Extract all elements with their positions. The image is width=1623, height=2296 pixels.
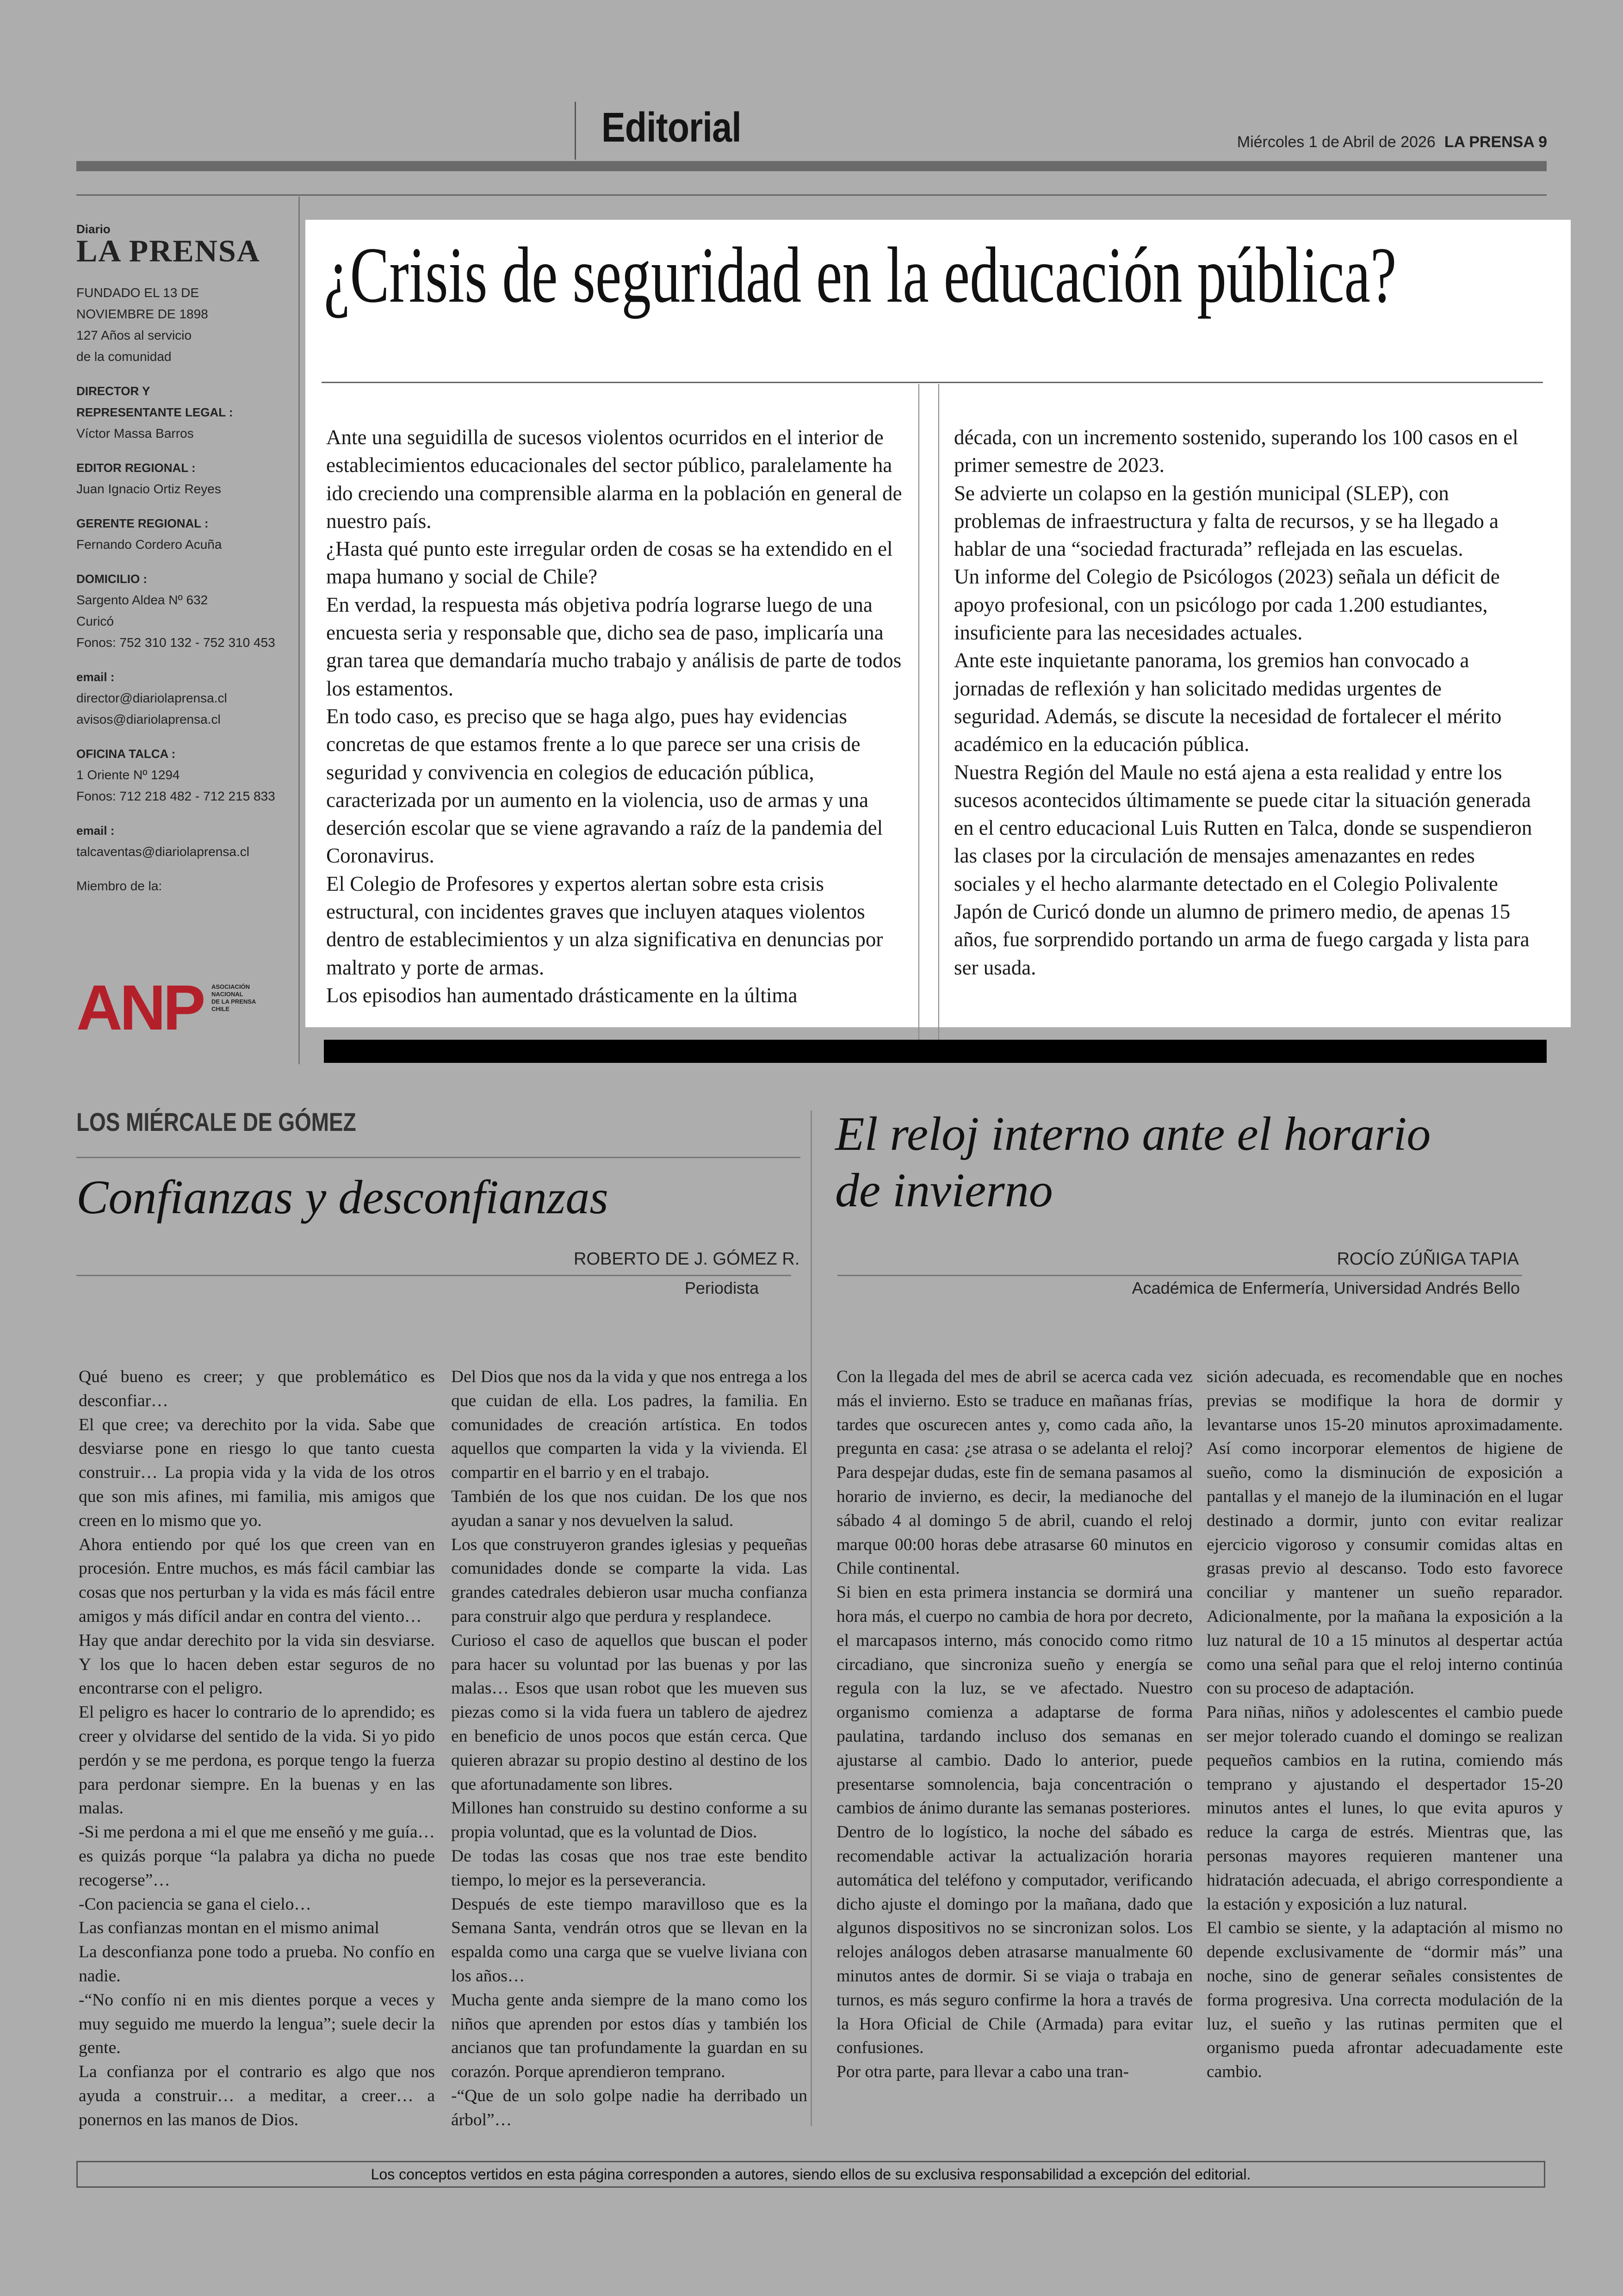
email-label: email :: [76, 670, 115, 684]
header-dateline: [1237, 133, 1547, 151]
paragraph: La confianza por el contrario es algo que nos ayuda a construir… a meditar, a creer… a ponernos en las manos de Dios.: [79, 2062, 435, 2129]
anp-logo-sub: ASOCIACIÓN: [211, 983, 250, 990]
anp-logo-text: ANP: [76, 974, 203, 1041]
editorial-column-divider: [938, 384, 939, 1041]
address-phone: Fonos: 752 310 132 - 752 310 453: [76, 635, 275, 650]
header-rule: [76, 194, 1547, 196]
section-label: Editorial: [601, 105, 741, 151]
paragraph: sición adecuada, es recomendable que en noches previas se modifique la hora de dormir y levantarse unos 15-20 minutos aproximadamente. Así como incorporar elementos de higiene de sueño, como la disminución de exposición a pantallas y el manejo de la iluminación en el lugar destinado a dormir, junto con evitar realizar ejercicio vigoroso y consumir comidas altas en grasas previo al descanso. Todo esto favorece conciliar y mantener un sueño reparador. Adicionalmente, por la mañana la exposición a la luz natural de 10 a 15 minutos al despertar actúa como una señal para que el reloj interno continúa con su proceso de adaptación.: [1207, 1367, 1563, 1698]
paragraph: Ante una seguidilla de sucesos violentos ocurridos en el interior de establecimientos educacionales del sector público, paralelamente ha ido creciendo una comprensible alarma en la población en general de nuestro país.: [326, 426, 902, 533]
page-center-divider: [811, 1111, 812, 2126]
column-headline: Confianzas y desconfianzas: [76, 1171, 608, 1224]
paragraph: Ahora entiendo por qué los que creen van en procesión. Entre muchos, es más fácil cambiar las cosas que nos perturban y la vida es más fácil entre amigos y más difícil andar en contra del viento…: [79, 1535, 435, 1626]
paragraph: Curioso el caso de aquellos que buscan el poder para hacer su voluntad por las buenas y por las malas… Esos que usan robot que les mueven sus piezas como si la vida fuera un tablero de ajedrez en beneficio de unos pocos que están cerca. Que quieren abrazar su propio destino al destino de los que afortunadamente son libres.: [451, 1631, 807, 1794]
email-link[interactable]: talcaventas@diariolaprensa.cl: [76, 844, 249, 859]
paragraph: Con la llegada del mes de abril se acerca cada vez más el invierno. Esto se traduce en mañanas frías, tardes que oscurecen antes y, como cada año, la pregunta en casa: ¿se atrasa o se adelanta el reloj? Para despejar dudas, este fin de semana pasamos al horario de invierno, es decir, la medianoche del sábado 4 al domingo 5 de abril, cuando el reloj marque 00:00 horas debe atrasarse 60 minutos en Chile continental.: [836, 1367, 1193, 1578]
footer-disclaimer: Los conceptos vertidos en esta página corresponden a autores, siendo ellos de su exclusiva responsabilidad a excepción del editorial.: [76, 2161, 1545, 2188]
masthead-title: LA PRENSA: [76, 233, 260, 268]
editorial-column-2: [954, 423, 1532, 981]
paragraph: Los episodios han aumentado drásticamente en la última: [326, 983, 798, 1007]
editorial-rule: [322, 382, 1543, 383]
header-page-number: LA PRENSA 9: [1444, 133, 1547, 151]
paragraph: El peligro es hacer lo contrario de lo aprendido; es creer y olvidarse del sentido de la vida. Si yo pido perdón y se me perdona, es porque tengo la fuerza para perdonar siempre. En la buenas y en las malas.: [79, 1703, 435, 1818]
paragraph: Del Dios que nos da la vida y que nos entrega a los que cuidan de ella. Los padres, la familia. En comunidades de creación artística. En todos aquellos que comparten la vida y la vivienda. El compartir en el barrio y en el trabajo.: [451, 1367, 807, 1483]
column-left-text-2: [451, 1365, 807, 2132]
editorial-column-divider: [918, 384, 919, 1041]
director-label: DIRECTOR Y: [76, 384, 150, 398]
paragraph: Mucha gente anda siempre de la mano como los niños que aprenden por estos días y también los ancianos que tan profundamente la guardan en su corazón. Porque aprendieron temprano.: [451, 1990, 807, 2082]
column-kicker: LOS MIÉRCALE DE GÓMEZ: [76, 1107, 356, 1136]
header-date: Miércoles 1 de Abril de 2026: [1237, 133, 1436, 151]
paragraph: Dentro de lo logístico, la noche del sábado es recomendable activar la actualización horaria automática del teléfono y computador, verificando dicho ajuste el domingo por la mañana, dado que algunos dispositivos no se sincronizan solos. Los relojes análogos deben atrasarse manualmente 60 minutos antes de dormir. Si se viaja o trabaja en turnos, es más seguro confirme la hora a través de la Hora Oficial de Chile (Armada) para evitar confusiones.: [836, 1823, 1193, 2058]
paragraph: Si bien en esta primera instancia se dormirá una hora más, el cuerpo no cambia de hora por decreto, el marcapasos interno, más conocido como ritmo circadiano, que sincroniza sueño y energía se regula con la luz, se ve afectado. Nuestro organismo comienza a adaptarse de forma paulatina, tardando incluso dos semanas en ajustarse al cambio. Dado lo anterior, puede presentarse somnolencia, baja concentración o cambios de ánimo durante las semanas posteriores.: [836, 1583, 1193, 1818]
paragraph: Las confianzas montan en el mismo animal: [79, 1918, 379, 1938]
sidebar-divider: [298, 197, 300, 1064]
paragraph: Se advierte un colapso en la gestión municipal (SLEP), con problemas de infraestructura y falta de recursos, y se ha llegado a hablar de una “sociedad fracturada” reflejada en las escuelas.: [954, 481, 1499, 561]
founded-line: 127 Años al servicio: [76, 328, 192, 342]
paragraph: Para niñas, niños y adolescentes el cambio puede ser mejor tolerado cuando el domingo se realizan pequeños cambios en la rutina, comiendo más temprano y ajustando el despertador 15-20 minutos antes el lunes, lo que evita apuros y reduce la carga de estrés. Mientras que, las personas mayores requieren mantener una hidratación adecuada, el abrigo correspondiente a la estación y exposición a luz natural.: [1207, 1703, 1563, 1914]
address-label: DOMICILIO :: [76, 572, 148, 586]
paragraph: década, con un incremento sostenido, superando los 100 casos en el primer semestre de 2023.: [954, 426, 1518, 477]
editorial-headline: ¿Crisis de seguridad en la educación pública?: [324, 231, 1397, 319]
manager-name: Fernando Cordero Acuña: [76, 537, 222, 552]
address-city: Curicó: [76, 614, 114, 628]
paragraph: Después de este tiempo maravilloso que es la Semana Santa, vendrán otros que se llevan en la espalda como una carga que se vuelve liviana con los años…: [451, 1894, 807, 1986]
address-line: Sargento Aldea Nº 632: [76, 593, 208, 607]
talca-address: 1 Oriente Nº 1294: [76, 768, 180, 782]
header-divider: [575, 102, 576, 160]
paragraph: Millones han construido su destino conforme a su propia voluntad, que es la voluntad de Dios.: [451, 1799, 807, 1842]
column-rule: [837, 1275, 1522, 1276]
paragraph: Ante este inquietante panorama, los gremios han convocado a jornadas de reflexión y han solicitado medidas urgentes de seguridad. Además, se discute la necesidad de fortalecer el mérito académico en la educación pública.: [954, 649, 1502, 756]
editor-label: EDITOR REGIONAL :: [76, 461, 196, 475]
column-author: ROCÍO ZÚÑIGA TAPIA: [1337, 1249, 1519, 1269]
founded-line: FUNDADO EL 13 DE: [76, 285, 199, 300]
column-author: ROBERTO DE J. GÓMEZ R.: [574, 1249, 800, 1269]
paragraph: -“Que de un solo golpe nadie ha derribado un árbol”…: [451, 2086, 807, 2129]
column-rule: [76, 1157, 800, 1158]
paragraph: Un informe del Colegio de Psicólogos (2023) señala un déficit de apoyo profesional, con un psicólogo por cada 1.200 estudiantes, insuficiente para las necesidades actuales.: [954, 565, 1500, 645]
paragraph: También de los que nos cuidan. De los que nos ayudan a sanar y nos devuelven la salud.: [451, 1487, 807, 1530]
director-label: REPRESENTANTE LEGAL :: [76, 405, 233, 419]
email-link[interactable]: avisos@diariolaprensa.cl: [76, 712, 221, 726]
paragraph: De todas las cosas que nos trae este bendito tiempo, lo mejor es la perseverancia.: [451, 1846, 807, 1890]
header-bar: [76, 161, 1547, 171]
manager-label: GERENTE REGIONAL :: [76, 516, 209, 530]
anp-logo-sub: DE LA PRENSA: [211, 998, 256, 1005]
anp-logo-sub: CHILE: [211, 1005, 229, 1012]
anp-logo-sub: NACIONAL: [211, 991, 243, 998]
founded-line: NOVIEMBRE DE 1898: [76, 307, 208, 321]
anp-logo: [76, 974, 271, 1041]
column-left-text-1: [79, 1365, 435, 2132]
paragraph: La desconfianza pone todo a prueba. No confío en nadie.: [79, 1942, 435, 1986]
paragraph: Por otra parte, para llevar a cabo una tran-: [836, 2062, 1129, 2082]
paragraph: Qué bueno es creer; y que problemático es desconfiar…: [79, 1367, 435, 1410]
column-right-text-2: [1207, 1365, 1563, 2084]
editor-name: Juan Ignacio Ortiz Reyes: [76, 482, 221, 496]
column-rule: [76, 1275, 791, 1276]
masthead-diario: Diario: [76, 222, 111, 236]
column-author-role: Periodista: [685, 1278, 759, 1297]
column-headline-text: El reloj interno ante el horario de invierno: [835, 1107, 1431, 1217]
paragraph: Los que construyeron grandes iglesias y pequeñas comunidades donde se comparte la vida. Las grandes catedrales debieron usar mucha confianza para construir algo que perdura y resplandece.: [451, 1535, 807, 1626]
column-author-role: Académica de Enfermería, Universidad Andrés Bello: [1132, 1278, 1520, 1297]
editorial-column-1: [326, 423, 904, 1009]
paragraph: El cambio se siente, y la adaptación al mismo no depende exclusivamente de “dormir más” una noche, sino de generar señales consistentes de forma progresiva. Una correcta modulación de la luz, el sueño y las rutinas permiten que el organismo pueda afrontar adecuadamente este cambio.: [1207, 1918, 1563, 2082]
paragraph: Hay que andar derechito por la vida sin desviarse. Y los que lo hacen deben estar seguros de no encontrarse con el peligro.: [79, 1631, 435, 1698]
paragraph: -“No confío ni en mis dientes porque a veces y muy seguido me muerdo la lengua”; suele decir la gente.: [79, 1990, 435, 2058]
talca-phone: Fonos: 712 218 482 - 712 215 833: [76, 789, 275, 803]
paragraph: El que cree; va derechito por la vida. Sabe que desviarse pone en riesgo lo que tanto cuesta construir… La propia vida y la vida de los otros que son mis afines, mi familia, mis amigos que creen en lo mismo que yo.: [79, 1415, 435, 1530]
email-label: email :: [76, 824, 115, 838]
member-label: Miembro de la:: [76, 879, 162, 893]
column-right-text-1: [836, 1365, 1193, 2084]
email-link[interactable]: director@diariolaprensa.cl: [76, 691, 227, 705]
paragraph: -Con paciencia se gana el cielo…: [79, 1894, 311, 1914]
column-headline: [835, 1106, 1483, 1219]
paragraph: Nuestra Región del Maule no está ajena a esta realidad y entre los sucesos acontecidos últimamente se puede citar la situación generada en el centro educacional Luis Rutten en Talca, donde se suspendieron las clases por la circulación de mensajes amenazantes en redes sociales y el hecho alarmante detectado en el Colegio Polivalente Japón de Curicó donde un alumno de primero medio, de apenas 15 años, fue sorprendido portando un arma de fuego cargada y lista para ser usada.: [954, 760, 1532, 979]
paragraph: ¿Hasta qué punto este irregular orden de cosas se ha extendido en el mapa humano y social de Chile?: [326, 537, 893, 589]
talca-office-label: OFICINA TALCA :: [76, 747, 176, 761]
masthead-sidebar: [76, 222, 285, 897]
director-name: Víctor Massa Barros: [76, 426, 194, 441]
founded-line: de la comunidad: [76, 349, 172, 364]
paragraph: En todo caso, es preciso que se haga algo, pues hay evidencias concretas de que estamos frente a lo que parece ser una crisis de seguridad y convivencia en colegios de educación pública, caracterizada por un aumento en la violencia, uso de armas y una deserción escolar que se viene agravando a raíz de la pandemia del Coronavirus.: [326, 704, 883, 868]
paragraph: -Si me perdona a mi el que me enseñó y me guía… es quizás porque “la palabra ya dicha no puede recogerse”…: [79, 1823, 435, 1890]
editorial-bottom-bar: [324, 1040, 1547, 1063]
paragraph: En verdad, la respuesta más objetiva podría lograrse luego de una encuesta seria y responsable que, dicho sea de paso, implicaría una gran tarea que demandaría mucho trabajo y análisis de parte de todos los estamentos.: [326, 593, 902, 700]
paragraph: El Colegio de Profesores y expertos alertan sobre esta crisis estructural, con incidentes graves que incluyen ataques violentos dentro de establecimientos y un alza significativa en denuncias por maltrato y porte de armas.: [326, 872, 883, 979]
